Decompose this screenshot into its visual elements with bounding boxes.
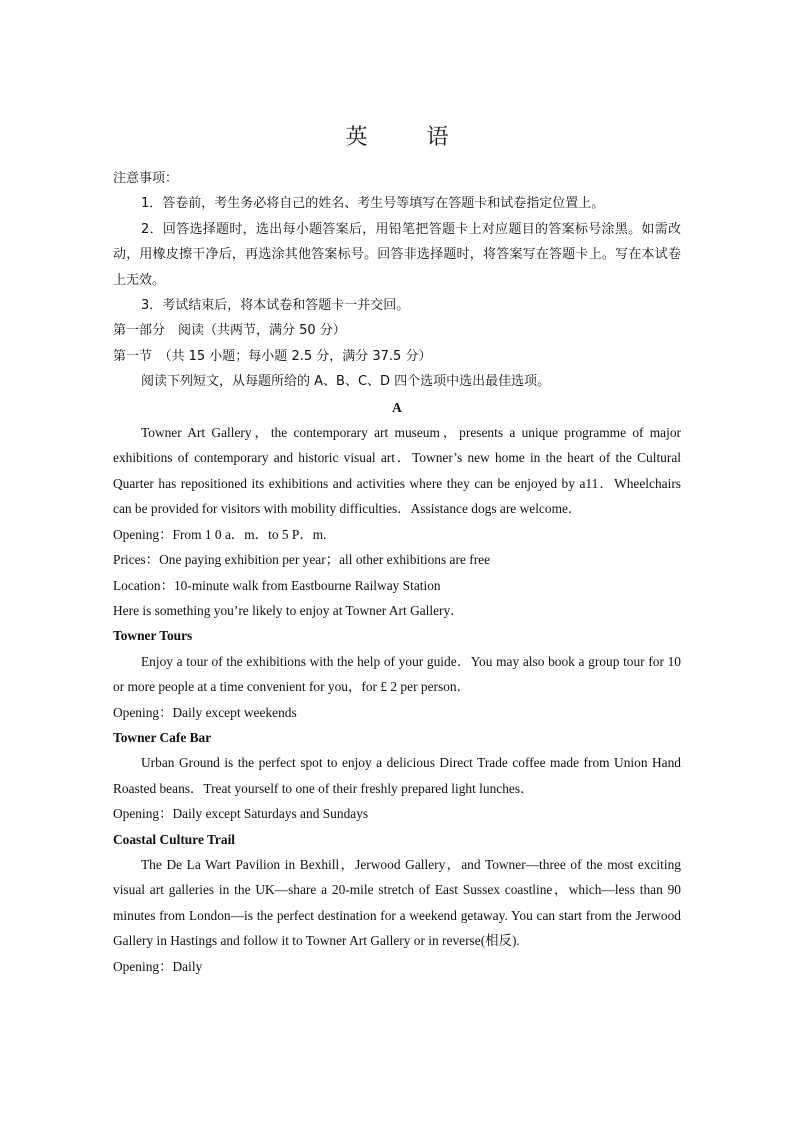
notice-heading: 注意事项：	[113, 171, 179, 186]
part-one-heading: 第一部分 阅读（共两节，满分 50 分）	[113, 323, 346, 339]
exam-page	[113, 124, 681, 979]
section-body-trail: The De La Wart Pavilion in Bexhill，Jerwood Gallery，and Towner—three of the most exciting visual art galleries in the UK—share a 20-mile stretch of East Sussex coastline，which—less than 90 minutes from London—is the perfect destination for a weekend getaway. You can start from the Jerwood Gallery in Hastings and follow it to Towner Art Gallery or in reverse(相反).	[113, 856, 681, 949]
section-heading-trail: Coastal Culture Trail	[113, 831, 236, 847]
section-body-cafe: Urban Ground is the perfect spot to enjoy a delicious Direct Trade coffee made from Union Hand Roasted beans．Treat yourself to one of their freshly prepared light lunches．	[113, 755, 681, 796]
section-opening-cafe: Opening：Daily except Saturdays and Sundays	[113, 806, 369, 822]
page-title: 英 语	[345, 125, 475, 150]
notice-item-1: 1．答卷前，考生务必将自己的姓名、考生号等填写在答题卡和试卷指定位置上。	[141, 196, 605, 212]
section-heading-tours: Towner Tours	[113, 628, 193, 644]
section-body-tours: Enjoy a tour of the exhibitions with the help of your guide．You may also book a group tour for 10 or more people at a time convenient for you，for £ 2 per person．	[113, 653, 681, 695]
passage-label: A	[392, 399, 402, 415]
opening-hours: Opening：From 1 0 a．m．to 5 P．m.	[113, 526, 327, 542]
section-heading-cafe: Towner Cafe Bar	[113, 729, 212, 745]
notice-item-2: 2．回答选择题时，选出每小题答案后，用铅笔把答题卡上对应题目的答案标号涂黑。如需改动，用橡皮擦干净后，再选涂其他答案标号。回答非选择题时，将答案写在答题卡上。写在本试卷上无效。	[113, 221, 681, 288]
notice-item-3: 3．考试结束后，将本试卷和答题卡一并交回。	[141, 298, 410, 314]
section-one-heading: 第一节 （共 15 小题；每小题 2.5 分，满分 37.5 分）	[113, 348, 432, 364]
passage-intro: Towner Art Gallery，the contemporary art museum，presents a unique programme of major exhibitions of contemporary and historic visual art．Towner’s new home in the heart of the Cultural Quarter has repositioned its exhibitions and activities where they can be enjoyed by a11．Wheelchairs can be provided for visitors with mobility difficulties．Assistance dogs are welcome．	[113, 425, 681, 517]
instruction-text: 阅读下列短文，从每题所给的 A、B、C、D 四个选项中选出最佳选项。	[141, 374, 551, 390]
enjoy-intro: Here is something you’re likely to enjoy at Towner Art Gallery．	[113, 602, 464, 618]
prices-info: Prices：One paying exhibition per year；all other exhibitions are free	[113, 552, 491, 568]
section-opening-trail: Opening：Daily	[113, 958, 203, 974]
section-opening-tours: Opening：Daily except weekends	[113, 704, 297, 720]
location-info: Location：10-minute walk from Eastbourne Railway Station	[113, 577, 441, 593]
